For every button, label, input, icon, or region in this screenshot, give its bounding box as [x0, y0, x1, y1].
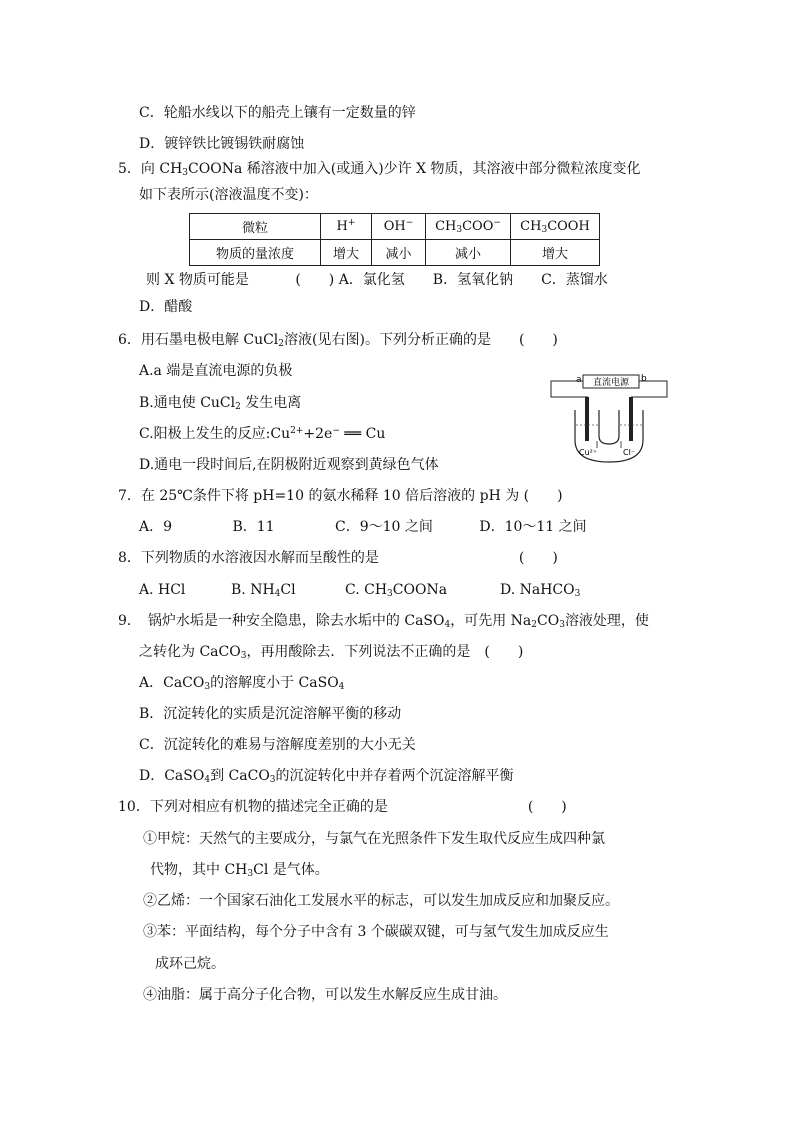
- electrode-left: [585, 397, 589, 441]
- q5-reagent: $CH_3COONa$: [159, 161, 243, 178]
- q10-item-3a: ③苯：平面结构，每个分子中含有 3 个碳碳双键，可与氢气发生加成反应生: [143, 924, 609, 940]
- q9-stem-line1: 9． 锅炉水垢是一种安全隐患，除去水垢中的 CaSO$_4$，可先用 $Na_2CO_3$溶液处理，使: [118, 613, 649, 630]
- q5-stem-line2: 如下表所示(溶液温度不变)：: [139, 187, 318, 203]
- table-cell: 增大: [321, 240, 372, 266]
- table-cell: 减小: [372, 240, 426, 266]
- q9-option-c: C．沉淀转化的难易与溶解度差别的大小无关: [139, 737, 416, 753]
- q9-option-a: A．CaCO$_3$的溶解度小于 CaSO$_4$: [139, 675, 345, 692]
- q5-stem-text-b: 稀溶液中加入(或通入)少许 X 物质，其溶液中部分微粒浓度变化: [242, 161, 641, 177]
- q10-item-1b: 代物，其中 $CH_3Cl$ 是气体。: [150, 862, 329, 879]
- q6-option-c: C.阳极上发生的反应$:Cu^{2+}+2e^-$ ══ Cu: [139, 426, 386, 442]
- q10-stem: 10．下列对相应有机物的描述完全正确的是 ( ): [118, 799, 567, 815]
- q8-option-c: C. $CH_3COONa$: [345, 582, 448, 599]
- q8-option-a: A. HCl: [139, 582, 186, 598]
- terminal-b-label: b: [641, 374, 647, 384]
- q9-stem-line2: 之转化为 CaCO$_3$，再用酸除去．下列说法不正确的是 ( ): [139, 644, 524, 661]
- table-cell: 减小: [426, 240, 511, 266]
- q7-options: A．9 B．11 C．9～10 之间 D．10～11 之间: [139, 519, 587, 535]
- ion-cl-label: Cl⁻: [623, 448, 636, 457]
- q5-option-d: D．醋酸: [139, 299, 193, 315]
- wire-left: [551, 381, 588, 397]
- q10-item-2: ②乙烯：一个国家石油化工发展水平的标志，可以发生加成反应和加聚反应。: [143, 893, 619, 909]
- q5-stem-text-a: 向: [140, 161, 160, 177]
- power-supply-label: 直流电源: [592, 378, 630, 388]
- q4-option-c: C．轮船水线以下的船壳上镶有一定数量的锌: [139, 105, 416, 121]
- table-cell: H+: [321, 214, 372, 240]
- q6-option-d: D.通电一段时间后,在阴极附近观察到黄绿色气体: [139, 457, 439, 473]
- q9-option-d: D．CaSO$_4$到 CaCO$_3$的沉淀转化中并存着两个沉淀溶解平衡: [139, 768, 514, 785]
- u-tube-inner: [599, 410, 619, 444]
- q8-option-d: D. NaHCO$_3$: [500, 582, 581, 599]
- q5-stem-line1: [118, 159, 641, 179]
- q10-item-1a: ①甲烷：天然气的主要成分，与氯气在光照条件下发生取代反应生成四种氯: [143, 831, 605, 847]
- terminal-a-label: a: [576, 375, 582, 385]
- electrode-right: [629, 397, 633, 441]
- table-cell: $CH_3COOH$: [511, 214, 600, 240]
- q5-number: 5．: [118, 161, 141, 177]
- q5-answer-line: 则 X 物质可能是 ( ) A．氯化氢 B．氢氧化钠 C．蒸馏水: [146, 272, 608, 288]
- table-cell: 微粒: [190, 214, 321, 240]
- ion-cu-label: Cu²⁺: [579, 448, 598, 457]
- q4-option-d: D．镀锌铁比镀锡铁耐腐蚀: [139, 136, 305, 152]
- q5-concentration-table: [189, 213, 600, 266]
- table-row: [190, 240, 600, 266]
- q9-option-b: B．沉淀转化的实质是沉淀溶解平衡的移动: [139, 706, 402, 722]
- q6-option-b: B.通电使 CuCl$_2$ 发生电离: [139, 395, 302, 412]
- table-cell: 增大: [511, 240, 600, 266]
- q10-item-4: ④油脂：属于高分子化合物，可以发生水解反应生成甘油。: [143, 987, 507, 1003]
- table-cell: $CH_3COO^-$: [426, 214, 511, 240]
- table-cell: 物质的量浓度: [190, 240, 321, 266]
- q8-stem: 8．下列物质的水溶液因水解而呈酸性的是 ( ): [118, 550, 558, 566]
- q6-stem: 6．用石墨电极电解 CuCl$_2$溶液(见右图)。下列分析正确的是 ( ): [118, 332, 558, 349]
- table-row: [190, 214, 600, 240]
- q6-option-a: A.a 端是直流电源的负极: [139, 363, 293, 379]
- q7-stem: 7．在 25℃条件下将 pH=10 的氨水稀释 10 倍后溶液的 pH 为 ( ): [118, 488, 563, 504]
- q8-option-b: B. $NH_4Cl$: [231, 582, 296, 599]
- electrolysis-diagram: [545, 370, 675, 468]
- q10-item-3b: 成环己烷。: [155, 956, 225, 972]
- table-cell: OH−: [372, 214, 426, 240]
